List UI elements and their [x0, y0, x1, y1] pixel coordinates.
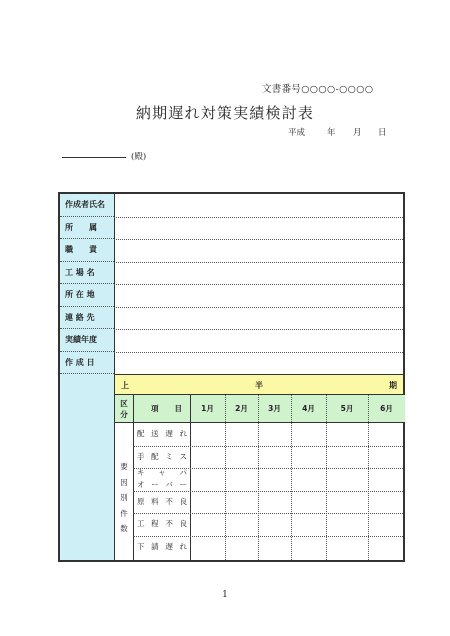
date-year: 年 [327, 128, 336, 138]
reason-item-5 [137, 536, 187, 559]
reason-label-char: 別 [120, 493, 128, 502]
reason-item-0 [137, 423, 187, 446]
page-number: 1 [222, 590, 228, 600]
reason-cell[interactable] [190, 536, 225, 559]
reason-cell[interactable] [258, 468, 291, 491]
reason-item-line: 手 配 ミ ス [137, 451, 187, 461]
field-label-3: 工 場 名 [60, 262, 114, 285]
field-input-6[interactable] [114, 329, 403, 353]
addressee-suffix: (殿) [131, 152, 147, 162]
reason-item-line: 原 料 不 良 [137, 496, 187, 506]
reason-cell[interactable] [190, 468, 225, 491]
reason-cell[interactable] [291, 423, 326, 446]
reason-label-char: 数 [120, 524, 128, 533]
reason-cell[interactable] [258, 536, 291, 559]
half-year-first: 上 [121, 381, 129, 390]
reason-cell[interactable] [225, 446, 258, 469]
reason-cell[interactable] [291, 536, 326, 559]
date-month: 月 [353, 128, 362, 138]
reason-cell[interactable] [368, 423, 405, 446]
field-input-1[interactable] [114, 217, 403, 241]
reason-item-4 [137, 513, 187, 536]
reason-cell[interactable] [225, 536, 258, 559]
column-header-month-6: 6月 [368, 395, 405, 423]
reason-cell[interactable] [291, 491, 326, 514]
reason-item-line: 下 請 遅 れ [137, 541, 187, 551]
reason-label-char: 件 [120, 508, 128, 518]
field-input-5[interactable] [114, 307, 403, 331]
page-title: 納期遅れ対策実績検討表 [135, 104, 315, 122]
reason-cell[interactable] [190, 446, 225, 469]
reason-cell[interactable] [258, 423, 291, 446]
date-day: 日 [378, 128, 387, 138]
field-input-2[interactable] [114, 239, 403, 263]
field-label-2: 職 責 [60, 239, 114, 262]
reason-cell[interactable] [291, 513, 326, 536]
reason-count-label [119, 459, 129, 537]
reason-cell[interactable] [368, 491, 405, 514]
reason-label-char: 因 [120, 477, 128, 487]
reason-cell[interactable] [225, 423, 258, 446]
reason-item-line: 工 程 不 良 [137, 519, 187, 529]
column-header-kubun: 区 分 [115, 395, 133, 423]
field-label-6: 実績年度 [60, 329, 114, 352]
field-input-7[interactable] [114, 352, 403, 376]
column-header-month-4: 4月 [291, 395, 326, 423]
reason-item-3 [137, 491, 187, 514]
reason-item-line: キ ャ パ [137, 468, 187, 478]
reason-cell[interactable] [190, 491, 225, 514]
field-input-0[interactable] [114, 194, 403, 218]
report-form [58, 192, 405, 562]
field-label-0: 作成者氏名 [60, 194, 114, 217]
reason-cell[interactable] [326, 513, 368, 536]
reason-cell[interactable] [326, 491, 368, 514]
reason-cell[interactable] [368, 468, 405, 491]
reason-cell[interactable] [326, 446, 368, 469]
field-input-3[interactable] [114, 262, 403, 286]
reason-cell[interactable] [326, 468, 368, 491]
reason-cell[interactable] [291, 468, 326, 491]
field-label-5: 連 絡 先 [60, 307, 114, 330]
reason-item-line: オ ー バ ー [137, 480, 187, 490]
reason-cell[interactable] [258, 491, 291, 514]
half-year-middle: 半 [255, 381, 263, 390]
label-column-fill [60, 374, 114, 560]
field-label-7: 作 成 日 [60, 352, 114, 375]
reason-cell[interactable] [258, 513, 291, 536]
reason-item-2 [137, 468, 187, 491]
field-label-4: 所 在 地 [60, 284, 114, 307]
field-label-1: 所 属 [60, 217, 114, 240]
reason-cell[interactable] [368, 536, 405, 559]
column-header-item: 項 目 [133, 395, 190, 423]
document-number: 文書番号○○○○-○○○○ [262, 84, 374, 95]
reason-item-line: 配 送 遅 れ [137, 429, 187, 439]
reason-cell[interactable] [225, 491, 258, 514]
reason-cell[interactable] [258, 446, 291, 469]
reason-cell[interactable] [225, 513, 258, 536]
addressee-name-line[interactable] [62, 157, 126, 158]
reason-cell[interactable] [326, 423, 368, 446]
reason-cell[interactable] [291, 446, 326, 469]
reason-cell[interactable] [368, 513, 405, 536]
column-header-month-2: 2月 [225, 395, 258, 423]
reason-cell[interactable] [190, 423, 225, 446]
reason-label-char: 要 [120, 462, 128, 471]
date-era: 平成 [288, 128, 306, 138]
column-header-month-3: 3月 [258, 395, 291, 423]
reason-cell[interactable] [190, 513, 225, 536]
column-header-month-1: 1月 [190, 395, 225, 423]
reason-item-1 [137, 446, 187, 469]
reason-cell[interactable] [225, 468, 258, 491]
half-year-bar [115, 374, 403, 395]
reason-cell[interactable] [368, 446, 405, 469]
half-year-term: 期 [389, 381, 397, 390]
column-header-month-5: 5月 [326, 395, 368, 423]
reason-cell[interactable] [326, 536, 368, 559]
field-input-4[interactable] [114, 284, 403, 308]
